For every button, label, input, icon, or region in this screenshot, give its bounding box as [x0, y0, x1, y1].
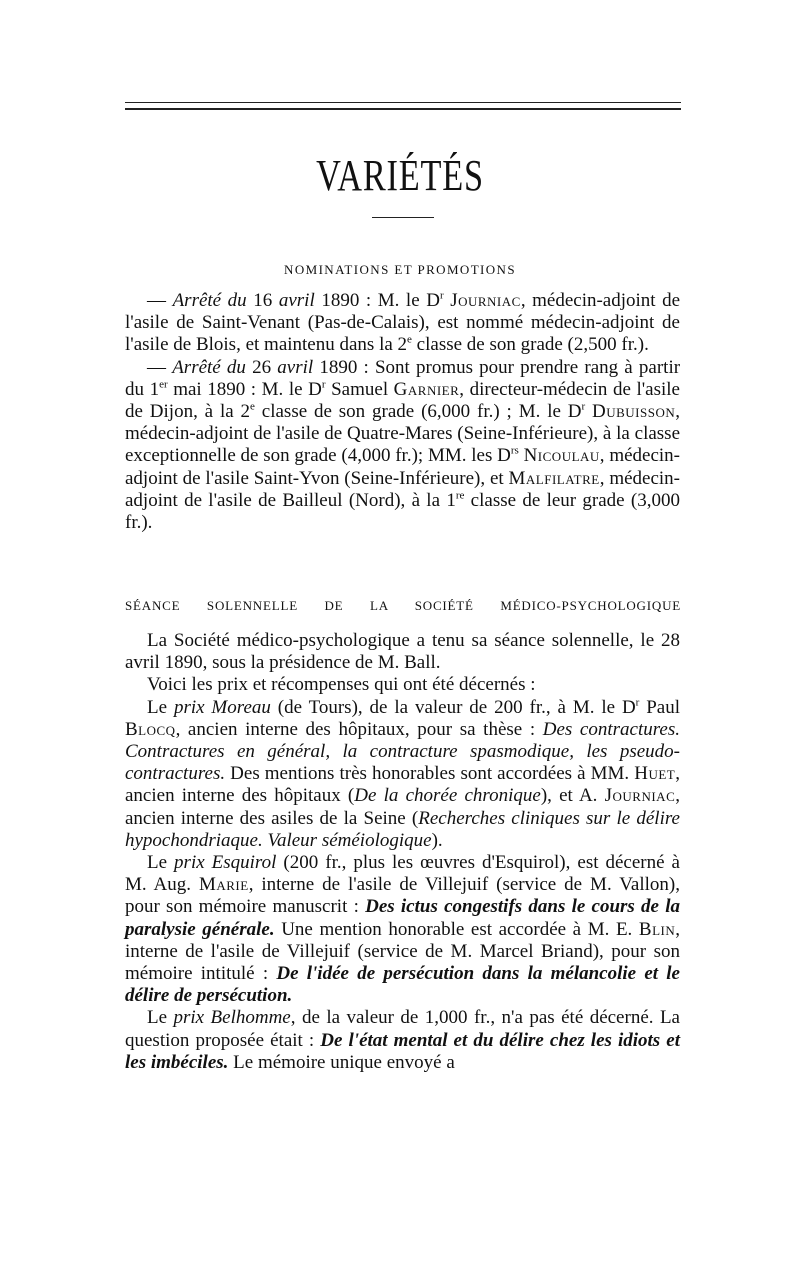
seance-paragraph-3: Le prix Moreau (de Tours), de la valeur de 200 fr., à M. le $D^r$ Paul Blocq, ancien interne des hôpitaux, pour sa thèse : Des contractures. Contractures en général, la contracture spasmodique, les pseudo-contractures. Des mentions très honorables sont accordées à MM. Huet, ancien interne des hôpitaux (De la chorée chronique), et A. Journiac, ancien interne des asiles de la Seine (Recherches cliniques sur le délire hypochondriaque. Valeur séméiologique). — [125, 696, 681, 851]
person-name: Journiac — [450, 290, 521, 311]
nominations-paragraph-1: — Arrêté du 16 avril 1890 : M. le $D^r$ Journiac, médecin-adjoint de l'asile de Saint-Venant (Pas-de-Calais), est nommé médecin-adjoint de l'asile de Blois, et maintenu dans la 2e classe de son grade (2,500 fr.). — [125, 289, 681, 356]
section-heading-nominations: NOMINATIONS ET PROMOTIONS — [284, 262, 516, 277]
person-name: Nicoulau — [523, 445, 600, 467]
top-rule-thin — [125, 102, 681, 103]
person-name: Blin — [638, 918, 676, 940]
top-rule-thick — [125, 108, 681, 110]
nominations-paragraph-2: — Arrêté du 26 avril 1890 : Sont promus pour prendre rang à partir du 1er mai 1890 : M. le $D^r$ Samuel Garnier, directeur-médecin de l'asile de Dijon, à la 2e classe de son grade (6,000 fr.) ; M. le $D^r$ Dubuisson, médecin-adjoint de l'asile de Quatre-Mares (Seine-Inférieure), à la classe exceptionnelle de son grade (4,000 fr.); MM. les $D^{rs}$ Nicoulau, médecin-adjoint de l'asile Saint-Yvon (Seine-Inférieure), et Malfilatre, médecin-adjoint de l'asile de Bailleul (Nord), à la 1re classe de leur grade (3,000 fr.). — [125, 356, 681, 534]
nominations-body — [125, 290, 680, 534]
person-name: Blocq — [125, 718, 176, 740]
section-heading-seance: SÉANCE SOLENNELLE DE LA SOCIÉTÉ MÉDICO-PSYCHOLOGIQUE — [125, 598, 681, 613]
person-name: Journiac — [604, 785, 676, 807]
seance-paragraph-1: La Société médico-psychologique a tenu sa séance solennelle, le 28 avril 1890, sous la présidence de M. Ball. — [125, 630, 680, 674]
title-underline — [372, 217, 434, 218]
person-name: Dubuisson — [592, 401, 676, 423]
page-title: VARIÉTÉS — [316, 151, 484, 200]
seance-body — [125, 630, 680, 1074]
person-name: Marie — [198, 874, 249, 896]
person-name: Huet — [634, 763, 676, 785]
seance-paragraph-2: Voici les prix et récompenses qui ont été décernés : — [147, 674, 536, 696]
person-name: Malfilatre — [508, 467, 600, 489]
seance-paragraph-4: Le prix Esquirol (200 fr., plus les œuvres d'Esquirol), est décerné à M. Aug. Marie, interne de l'asile de Villejuif (service de M. Vallon), pour son mémoire manuscrit : Des ictus congestifs dans le cours de la paralysie générale. Une mention honorable est accordée à M. E. Blin, interne de l'asile de Villejuif (service de M. Marcel Briand), pour son mémoire intitulé : De l'idée de persécution dans la mélancolie et le délire de persécution. — [125, 852, 680, 1007]
seance-paragraph-5: Le prix Belhomme, de la valeur de 1,000 fr., n'a pas été décerné. La question proposée était : De l'état mental et du délire chez les idiots et les imbéciles. Le mémoire unique envoyé a — [125, 1007, 680, 1073]
person-name: Garnier — [393, 378, 460, 400]
